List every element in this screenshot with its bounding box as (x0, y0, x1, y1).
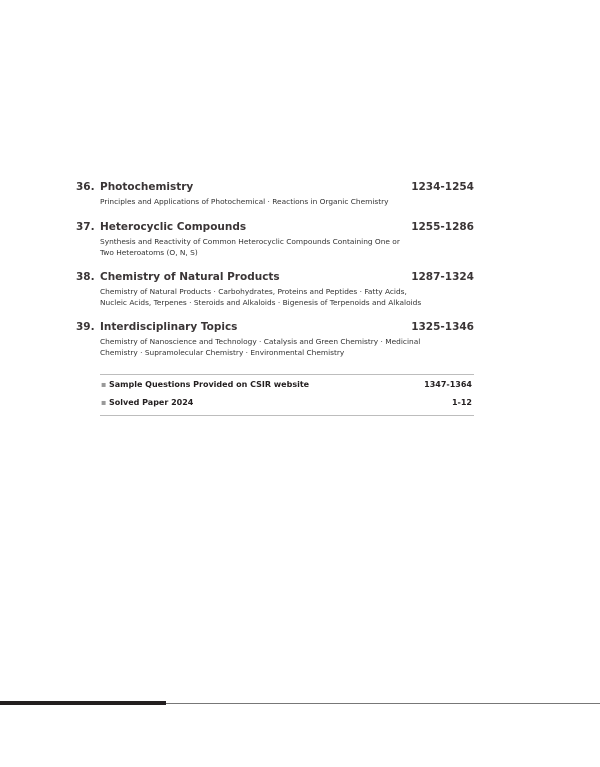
chapter-number: 36. (76, 181, 95, 193)
chapter-description: Chemistry of Natural Products · Carbohydrates, Proteins and Peptides · Fatty Acids, Nucleic Acids, Terpenes · Steroids and Alkaloids · Bigenesis of Terpenoids and Alkaloids (100, 287, 422, 307)
chapter-description: Principles and Applications of Photochemical · Reactions in Organic Chemistry (100, 197, 389, 206)
extra-label: Sample Questions Provided on CSIR website (109, 380, 310, 389)
toc-entry-39[interactable] (76, 321, 474, 358)
chapter-number: 38. (76, 271, 95, 283)
chapter-description: Chemistry of Nanoscience and Technology · Catalysis and Green Chemistry · Medicinal Chemistry · Supramolecular Chemistry · Environmental Chemistry (100, 337, 421, 357)
chapter-pages: 1325-1346 (411, 321, 474, 333)
chapter-pages: 1287-1324 (411, 271, 474, 283)
chapter-pages: 1234-1254 (411, 181, 474, 193)
extra-label: Solved Paper 2024 (109, 398, 194, 407)
toc-extra-solved-paper[interactable] (100, 398, 474, 412)
chapter-title: Chemistry of Natural Products (100, 271, 280, 283)
chapter-title: Heterocyclic Compounds (100, 221, 247, 233)
footer-thin-line (166, 703, 600, 704)
chapter-title: Photochemistry (100, 181, 194, 193)
toc-entry-37[interactable] (76, 221, 474, 258)
toc-extra-sample-questions[interactable] (100, 380, 474, 394)
bullet-icon: ▪ (101, 380, 107, 389)
toc-entry-36[interactable] (76, 181, 474, 208)
footer-thick-bar (0, 701, 166, 705)
divider (100, 374, 474, 375)
chapter-number: 37. (76, 221, 95, 233)
extra-pages: 1-12 (451, 398, 472, 407)
bullet-icon: ▪ (101, 398, 107, 407)
chapter-description: Synthesis and Reactivity of Common Heterocyclic Compounds Containing One or Two Heteroatoms (O, N, S) (100, 237, 400, 257)
divider (100, 415, 474, 416)
chapter-number: 39. (76, 321, 95, 333)
toc-entry-38[interactable] (76, 271, 474, 308)
chapter-title: Interdisciplinary Topics (100, 321, 238, 333)
extra-pages: 1347-1364 (424, 380, 472, 389)
chapter-pages: 1255-1286 (411, 221, 474, 233)
